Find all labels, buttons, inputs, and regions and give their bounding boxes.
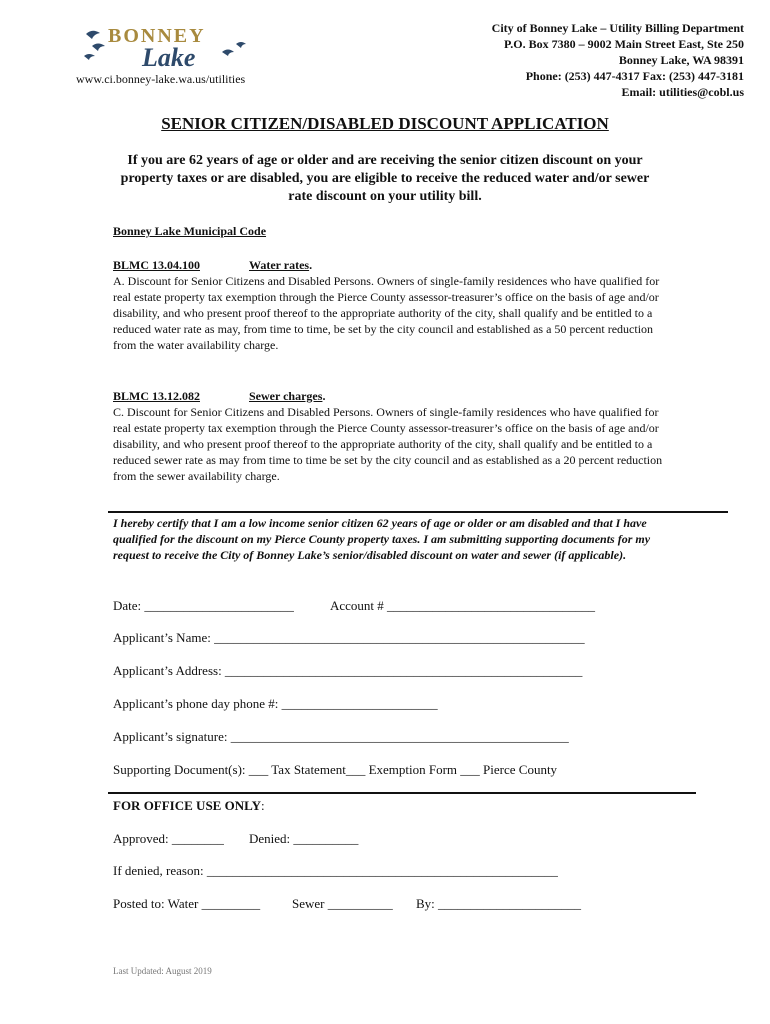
office-divider <box>108 792 696 794</box>
office-use-heading <box>113 798 265 814</box>
section-title: Water rates <box>249 258 310 272</box>
office-use-colon: : <box>260 798 265 813</box>
denied-field[interactable]: Denied: __________ <box>249 831 359 846</box>
phone-fax: Phone: (253) 447-4317 Fax: (253) 447-3181 <box>525 69 744 83</box>
logo-birds-icon <box>82 22 262 72</box>
posted-sewer-field[interactable]: Sewer __________ <box>292 896 393 911</box>
code-heading: Bonney Lake Municipal Code <box>113 224 267 238</box>
city-state-zip: Bonney Lake, WA 98391 <box>618 53 744 67</box>
bonney-lake-logo <box>82 22 262 72</box>
applicant-phone-field[interactable]: Applicant’s phone day phone #: ________________________ <box>113 696 438 711</box>
mailing-address: P.O. Box 7380 – 9002 Main Street East, Ste 250 <box>504 37 744 51</box>
department-name: City of Bonney Lake – Utility Billing Department <box>491 21 744 35</box>
code-section-sewer <box>113 388 668 484</box>
svg-text:Lake: Lake <box>142 43 196 72</box>
approved-field[interactable]: Approved: ________ <box>113 831 224 846</box>
date-field[interactable]: Date: _______________________ <box>113 598 294 613</box>
section-code: BLMC 13.04.100 <box>113 258 200 272</box>
section-header: BLMC 13.04.100 Water rates. <box>113 258 313 272</box>
section-code: BLMC 13.12.082 <box>113 389 200 403</box>
code-section-water <box>113 257 668 353</box>
office-use-label: FOR OFFICE USE ONLY <box>113 798 261 813</box>
page-title: SENIOR CITIZEN/DISABLED DISCOUNT APPLICATION <box>161 114 609 133</box>
section-header: BLMC 13.12.082 Sewer charges. <box>113 389 326 403</box>
applicant-address-field[interactable]: Applicant’s Address: _______________________________________________________ <box>113 663 583 678</box>
section-body: C. Discount for Senior Citizens and Disabled Persons. Owners of single-family residences who have qualified for real estate property tax exemption through the Pierce County assessor-treasurer’s office on the basis of age and/or disability, and who present proof thereof to the appropriate authority of the city, shall qualify and be entitled to a reduced sewer rate as may from time to time be set by the city council and as established as a 20 percent reduction from the sewer availability charge. <box>113 405 663 483</box>
email: Email: utilities@cobl.us <box>621 85 744 99</box>
posted-water-field[interactable]: Posted to: Water _________ <box>113 896 261 911</box>
section-title: Sewer charges <box>249 389 323 403</box>
department-contact <box>492 20 744 100</box>
section-body: A. Discount for Senior Citizens and Disabled Persons. Owners of single-family residences who have qualified for real estate property tax exemption through the Pierce County assessor-treasurer’s office on the basis of age and/or disability, and who present proof thereof to the appropriate authority of the city, shall qualify and be entitled to a reduced water rate as may, from time to time, be set by the city council and established as a 50 percent reduction from the water availability charge. <box>113 274 660 352</box>
divider <box>108 511 728 513</box>
certification-statement: I hereby certify that I am a low income senior citizen 62 years of age or older or am disabled and that I have qualified for the discount on my Pierce County property taxes. I am submitting supporting documents for my request to receive the City of Bonney Lake’s senior/disabled discount on water and sewer (if applicable). <box>113 516 651 562</box>
svg-text:BONNEY: BONNEY <box>108 25 206 47</box>
denial-reason-field[interactable]: If denied, reason: ______________________________________________________ <box>113 863 558 878</box>
last-updated: Last Updated: August 2019 <box>113 966 212 976</box>
posted-by-field[interactable]: By: ______________________ <box>416 896 582 911</box>
supporting-documents-field[interactable]: Supporting Document(s): ___ Tax Statement___ Exemption Form ___ Pierce County <box>113 762 558 777</box>
intro-text: If you are 62 years of age or older and are receiving the senior citizen discount on your property taxes or are disabled, you are eligible to receive the reduced water and/or sewer rate discount on your utility bill. <box>120 153 650 204</box>
applicant-signature-field[interactable]: Applicant’s signature: ____________________________________________________ <box>113 729 569 744</box>
account-field[interactable]: Account # ________________________________ <box>330 598 596 613</box>
applicant-name-field[interactable]: Applicant’s Name: _________________________________________________________ <box>113 630 585 645</box>
website-url: www.ci.bonney-lake.wa.us/utilities <box>76 72 246 86</box>
